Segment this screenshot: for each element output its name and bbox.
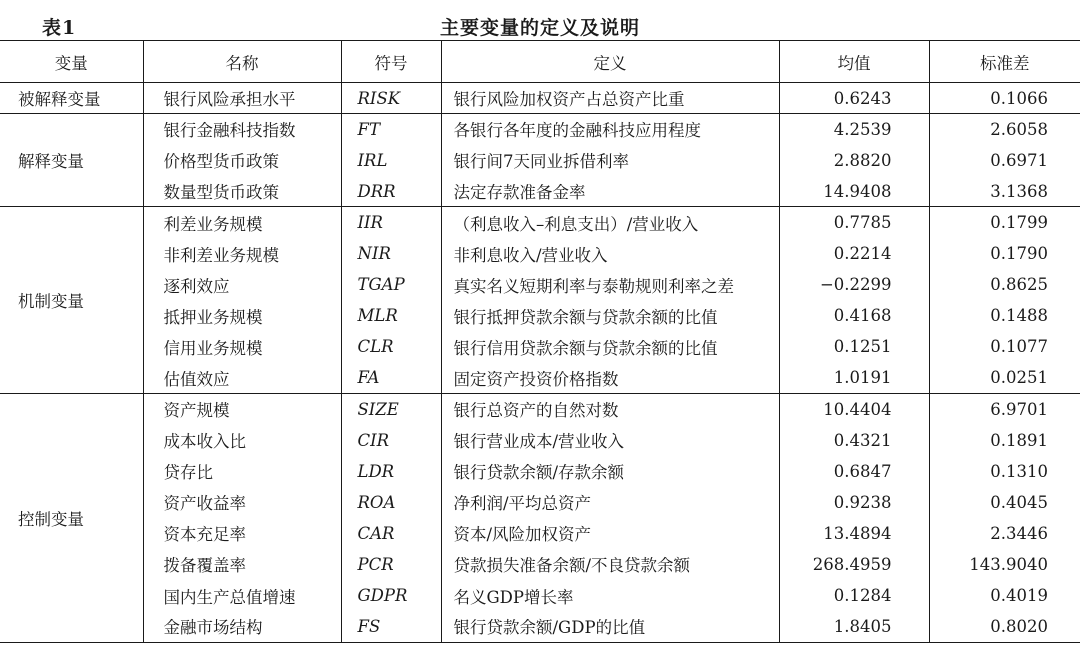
table-row (0, 549, 1080, 580)
variable-symbol: NIR (341, 238, 441, 269)
table-row (0, 611, 1080, 642)
variable-definition: 银行贷款余额/GDP的比值 (441, 611, 779, 642)
variable-symbol: DRR (341, 176, 441, 207)
variable-mean: −0.2299 (779, 269, 929, 300)
variable-definition: 银行贷款余额/存款余额 (441, 456, 779, 487)
variable-sd: 0.4019 (929, 580, 1080, 611)
variable-definition: 非利息收入/营业收入 (441, 238, 779, 269)
variable-name: 信用业务规模 (143, 331, 341, 362)
variable-category: 机制变量 (0, 207, 143, 394)
variable-definition: 贷款损失准备余额/不良贷款余额 (441, 549, 779, 580)
variable-mean: 14.9408 (779, 176, 929, 207)
variable-mean: 0.4168 (779, 300, 929, 331)
variable-symbol: FA (341, 362, 441, 393)
variable-symbol: LDR (341, 456, 441, 487)
table-row (0, 362, 1080, 393)
variable-sd: 0.1488 (929, 300, 1080, 331)
table-row (0, 238, 1080, 269)
variable-definition: 银行营业成本/营业收入 (441, 425, 779, 456)
variable-name: 价格型货币政策 (143, 145, 341, 176)
variable-definition: 固定资产投资价格指数 (441, 362, 779, 393)
variable-sd: 0.1066 (929, 83, 1080, 114)
variable-name: 估值效应 (143, 362, 341, 393)
variable-sd: 0.1799 (929, 207, 1080, 238)
variable-mean: 0.1284 (779, 580, 929, 611)
header-name: 名称 (143, 41, 341, 83)
variable-name: 成本收入比 (143, 425, 341, 456)
variable-sd: 0.1790 (929, 238, 1080, 269)
variable-definition: 名义GDP增长率 (441, 580, 779, 611)
variable-name: 抵押业务规模 (143, 300, 341, 331)
table-row (0, 425, 1080, 456)
variable-symbol: ROA (341, 487, 441, 518)
variable-mean: 1.0191 (779, 362, 929, 393)
variable-mean: 0.7785 (779, 207, 929, 238)
variable-sd: 0.8020 (929, 611, 1080, 642)
table-row (0, 176, 1080, 207)
table-caption (0, 0, 1080, 40)
variable-symbol: IIR (341, 207, 441, 238)
table-body (0, 83, 1080, 643)
variable-sd: 143.9040 (929, 549, 1080, 580)
variable-sd: 0.1310 (929, 456, 1080, 487)
variable-sd: 0.4045 (929, 487, 1080, 518)
table-row (0, 580, 1080, 611)
header-sd: 标准差 (929, 41, 1080, 83)
header-row (0, 41, 1080, 83)
variable-sd: 0.1891 (929, 425, 1080, 456)
variable-symbol: PCR (341, 549, 441, 580)
variable-definition: 真实名义短期利率与泰勒规则利率之差 (441, 269, 779, 300)
table-row (0, 207, 1080, 238)
table-row (0, 518, 1080, 549)
table-row (0, 331, 1080, 362)
variable-symbol: TGAP (341, 269, 441, 300)
table-row (0, 300, 1080, 331)
variable-definition: 银行抵押贷款余额与贷款余额的比值 (441, 300, 779, 331)
variable-sd: 2.3446 (929, 518, 1080, 549)
variable-mean: 268.4959 (779, 549, 929, 580)
variable-definition: 银行风险加权资产占总资产比重 (441, 83, 779, 114)
table-number: 表1 (42, 17, 77, 39)
variable-definition: 法定存款准备金率 (441, 176, 779, 207)
variable-symbol: CIR (341, 425, 441, 456)
table-row (0, 393, 1080, 424)
header-definition: 定义 (441, 41, 779, 83)
variable-name: 数量型货币政策 (143, 176, 341, 207)
variable-sd: 0.0251 (929, 362, 1080, 393)
variable-sd: 0.8625 (929, 269, 1080, 300)
variable-name: 拨备覆盖率 (143, 549, 341, 580)
variable-definition: 各银行各年度的金融科技应用程度 (441, 114, 779, 145)
variable-definition: 净利润/平均总资产 (441, 487, 779, 518)
table-row (0, 269, 1080, 300)
variable-mean: 4.2539 (779, 114, 929, 145)
table-row (0, 83, 1080, 114)
variable-symbol: SIZE (341, 393, 441, 424)
variable-mean: 0.9238 (779, 487, 929, 518)
variable-mean: 0.6847 (779, 456, 929, 487)
variable-sd: 2.6058 (929, 114, 1080, 145)
variable-name: 金融市场结构 (143, 611, 341, 642)
variable-mean: 13.4894 (779, 518, 929, 549)
variable-definition: （利息收入–利息支出）/营业收入 (441, 207, 779, 238)
variable-symbol: FS (341, 611, 441, 642)
variable-sd: 6.9701 (929, 393, 1080, 424)
variable-mean: 0.4321 (779, 425, 929, 456)
variable-name: 资产规模 (143, 393, 341, 424)
variable-symbol: MLR (341, 300, 441, 331)
variable-symbol: FT (341, 114, 441, 145)
table-row (0, 487, 1080, 518)
variable-symbol: CLR (341, 331, 441, 362)
variable-symbol: GDPR (341, 580, 441, 611)
variable-name: 贷存比 (143, 456, 341, 487)
variable-mean: 2.8820 (779, 145, 929, 176)
header-variable: 变量 (0, 41, 143, 83)
variable-name: 资产收益率 (143, 487, 341, 518)
variable-definition: 银行总资产的自然对数 (441, 393, 779, 424)
variable-category: 被解释变量 (0, 83, 143, 114)
variable-name: 非利差业务规模 (143, 238, 341, 269)
variable-name: 银行金融科技指数 (143, 114, 341, 145)
variable-category: 解释变量 (0, 114, 143, 207)
variable-definition: 资本/风险加权资产 (441, 518, 779, 549)
variable-sd: 0.6971 (929, 145, 1080, 176)
variables-table (0, 40, 1080, 643)
variable-symbol: IRL (341, 145, 441, 176)
variable-mean: 0.1251 (779, 331, 929, 362)
variable-name: 国内生产总值增速 (143, 580, 341, 611)
variable-sd: 0.1077 (929, 331, 1080, 362)
variable-definition: 银行间7天同业拆借利率 (441, 145, 779, 176)
header-mean: 均值 (779, 41, 929, 83)
variable-name: 利差业务规模 (143, 207, 341, 238)
variable-mean: 0.6243 (779, 83, 929, 114)
variable-mean: 1.8405 (779, 611, 929, 642)
variable-definition: 银行信用贷款余额与贷款余额的比值 (441, 331, 779, 362)
variable-name: 逐利效应 (143, 269, 341, 300)
table-row (0, 456, 1080, 487)
variable-symbol: CAR (341, 518, 441, 549)
header-symbol: 符号 (341, 41, 441, 83)
table-row (0, 145, 1080, 176)
table-title: 主要变量的定义及说明 (439, 17, 640, 39)
variable-mean: 0.2214 (779, 238, 929, 269)
variable-name: 银行风险承担水平 (143, 83, 341, 114)
variable-symbol: RISK (341, 83, 441, 114)
variable-category: 控制变量 (0, 393, 143, 642)
variable-mean: 10.4404 (779, 393, 929, 424)
table-row (0, 114, 1080, 145)
variable-sd: 3.1368 (929, 176, 1080, 207)
variable-name: 资本充足率 (143, 518, 341, 549)
